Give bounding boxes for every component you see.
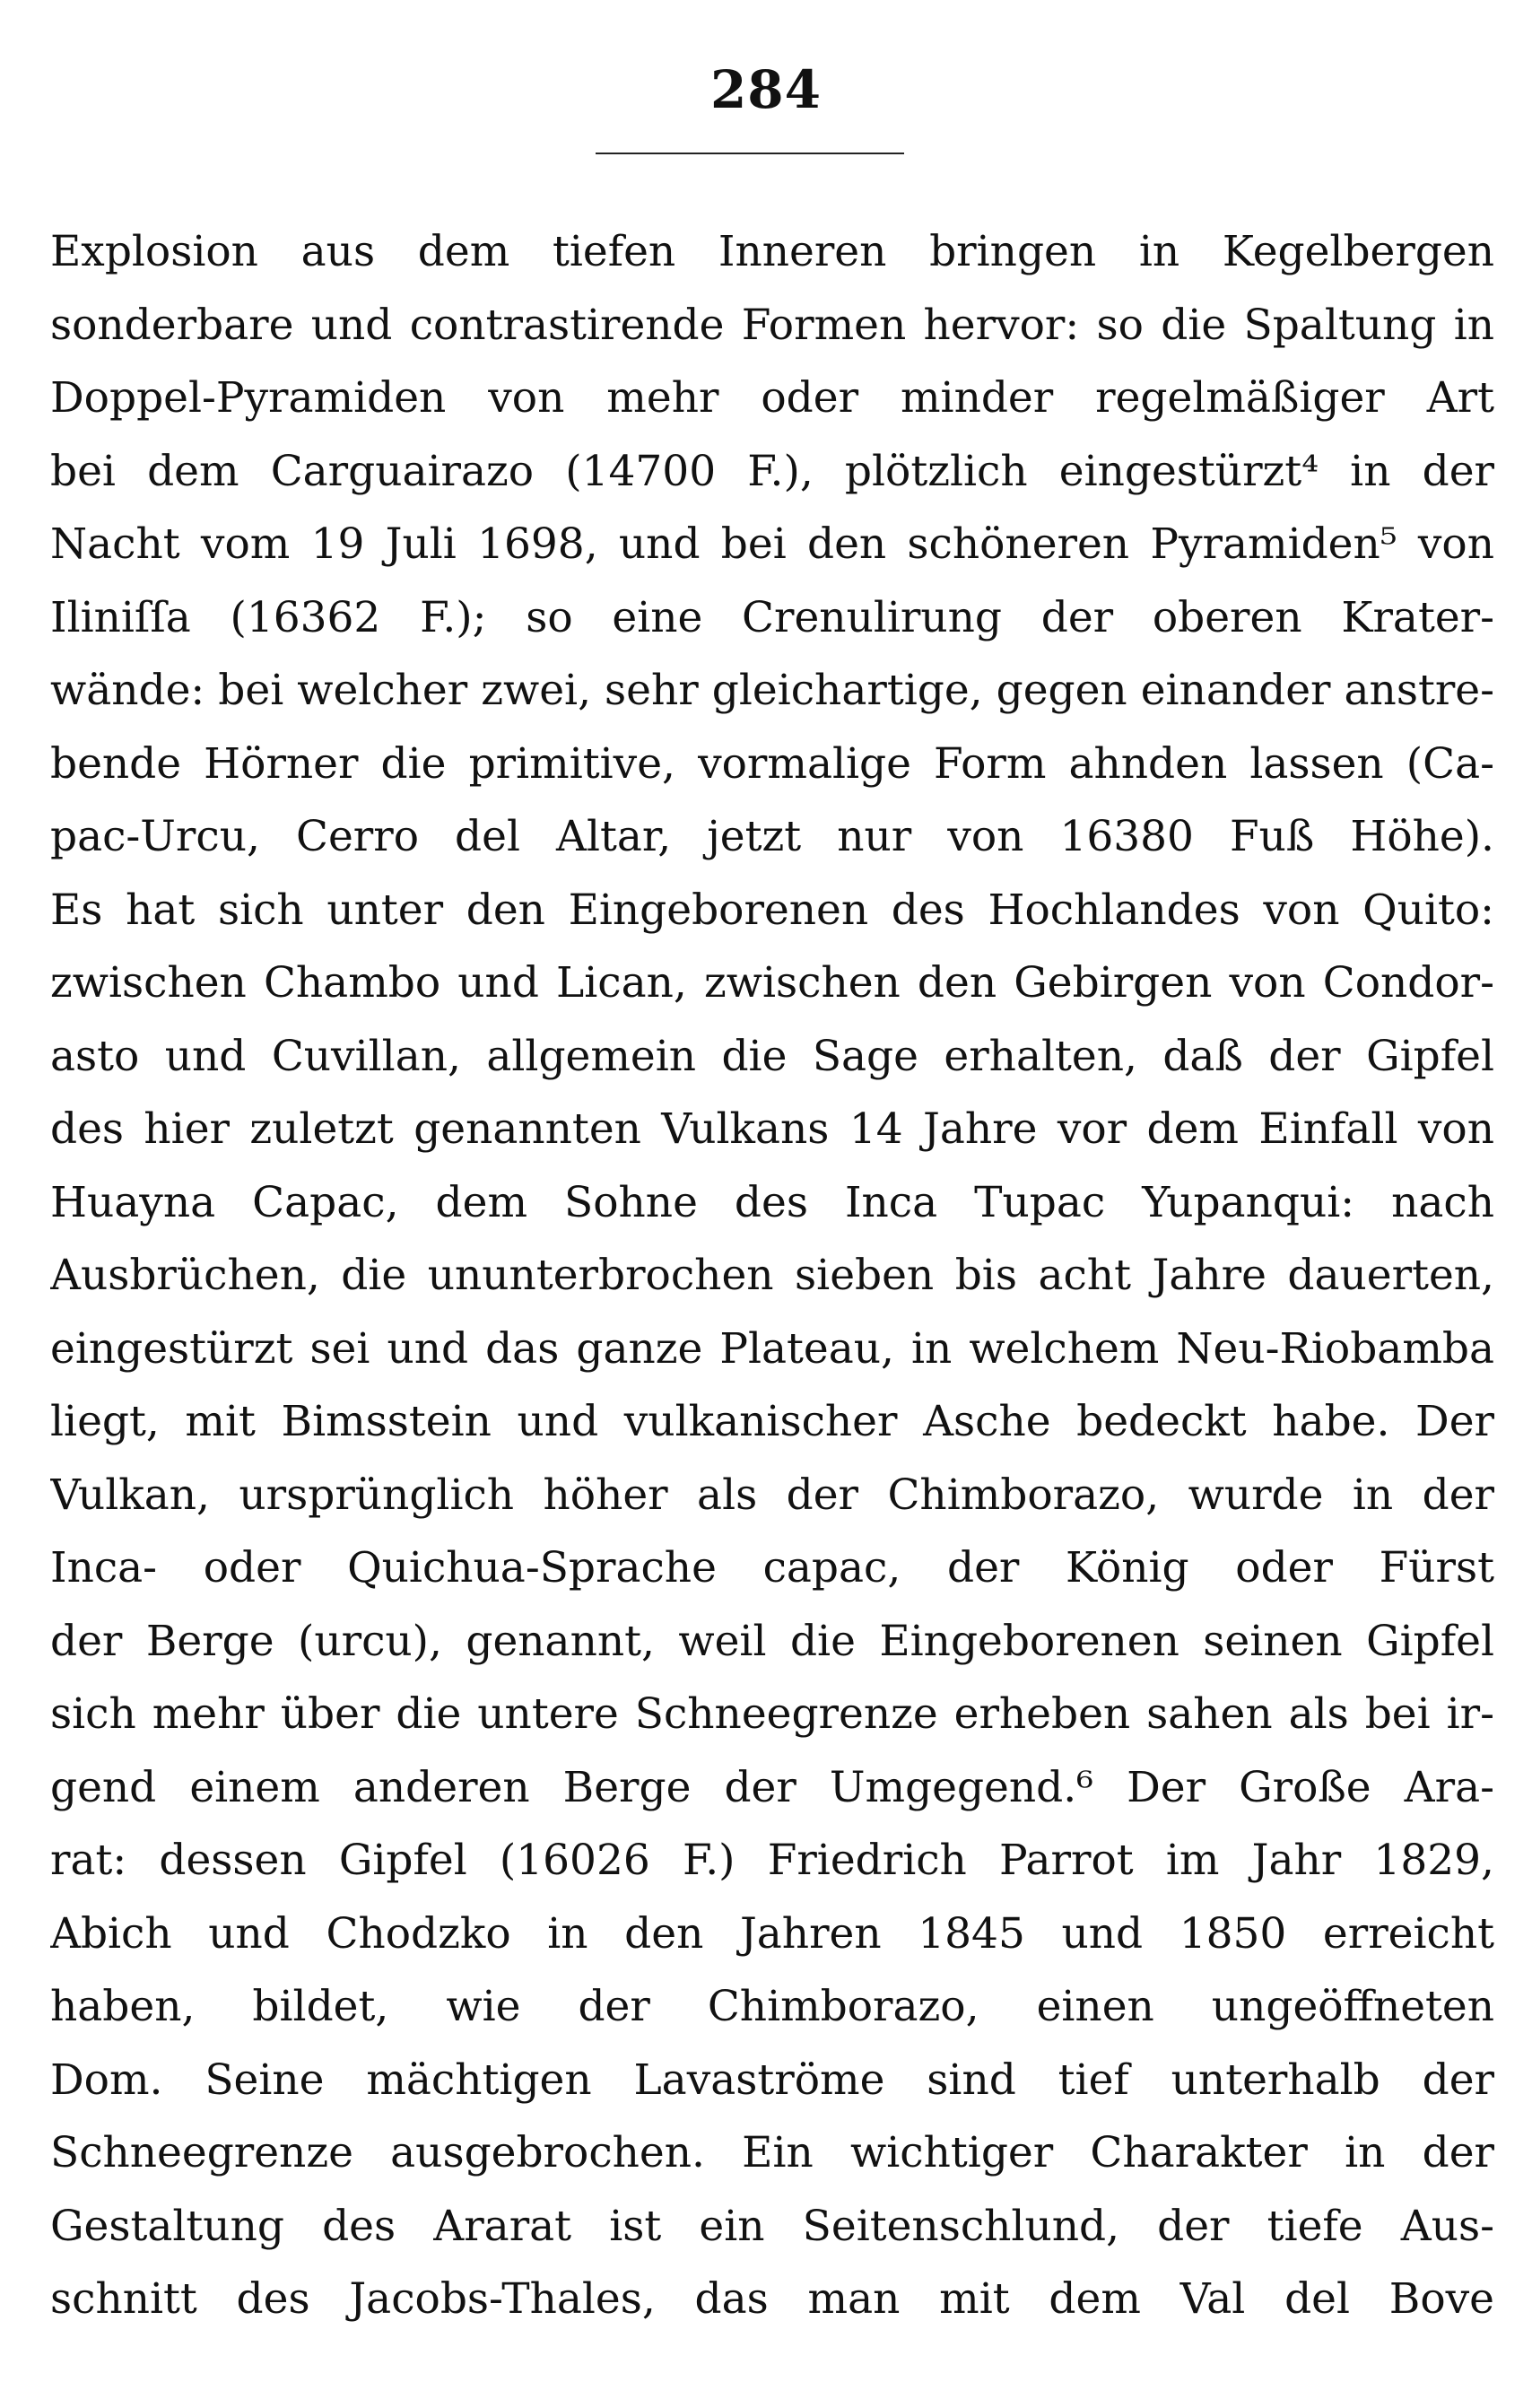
text-line: wände: bei welcher zwei, sehr gleichartige, gegen einander anstre- (50, 666, 1494, 715)
body-text (50, 215, 1494, 2336)
text-line: Inca- oder Quichua-Sprache capac, der König oder Fürst (50, 1543, 1494, 1592)
text-line: Nacht vom 19 Juli 1698, und bei den schöneren Pyramiden⁵ von (50, 519, 1494, 569)
text-line: Gestaltung des Ararat ist ein Seitenschlund, der tiefe Aus- (50, 2201, 1494, 2251)
text-line: schnitt des Jacobs-Thales, das man mit dem Val del Bove (50, 2274, 1494, 2324)
text-line: der Berge (urcu), genannt, weil die Eingeborenen seinen Gipfel (50, 1616, 1494, 1666)
text-line: eingestürzt sei und das ganze Plateau, in welchem Neu-Riobamba (50, 1323, 1494, 1374)
text-line: des hier zuletzt genannten Vulkans 14 Jahre vor dem Einfall von (50, 1104, 1494, 1154)
text-line: sonderbare und contrastirende Formen hervor: so die Spaltung in (50, 300, 1494, 350)
text-line: Dom. Seine mächtigen Lavaströme sind tief unterhalb der (50, 2055, 1494, 2105)
text-line: Explosion aus dem tiefen Inneren bringen in Kegelbergen (50, 227, 1494, 276)
text-line: sich mehr über die untere Schneegrenze erheben sahen als bei ir- (50, 1689, 1494, 1739)
text-line: bende Hörner die primitive, vormalige Form ahnden lassen (Ca- (50, 738, 1494, 789)
text-line: pac-Urcu, Cerro del Altar, jetzt nur von 16380 Fuß Höhe). (50, 812, 1494, 861)
header-rule (596, 153, 904, 154)
text-line: Abich und Chodzko in den Jahren 1845 und 1850 erreicht (50, 1908, 1494, 1959)
text-line: Huayna Capac, dem Sohne des Inca Tupac Yupanqui: nach (50, 1177, 1494, 1227)
text-line: liegt, mit Bimsstein und vulkanischer Asche bedeckt habe. Der (50, 1397, 1494, 1446)
text-line: Doppel-Pyramiden von mehr oder minder regelmäßiger Art (50, 373, 1494, 423)
text-line: Es hat sich unter den Eingeborenen des Hochlandes von Quito: (50, 885, 1494, 935)
text-line: Iliniſſa (16362 F.); so eine Crenulirung der oberen Krater- (50, 592, 1494, 642)
text-line: bei dem Carguairazo (14700 F.), plötzlich eingestürzt⁴ in der (50, 446, 1494, 496)
text-line: Ausbrüchen, die ununterbrochen sieben bis acht Jahre dauerten, (50, 1251, 1494, 1300)
text-line: zwischen Chambo und Lican, zwischen den Gebirgen von Condor- (50, 958, 1494, 1008)
text-line: gend einem anderen Berge der Umgegend.⁶ Der Große Ara- (50, 1762, 1494, 1812)
page-number: 284 (709, 59, 823, 120)
text-line: rat: dessen Gipfel (16026 F.) Friedrich Parrot im Jahr 1829, (50, 1836, 1494, 1885)
text-line: Vulkan, ursprünglich höher als der Chimborazo, wurde in der (50, 1470, 1494, 1520)
text-line: Schneegrenze ausgebrochen. Ein wichtiger Charakter in der (50, 2128, 1494, 2177)
text-line: asto und Cuvillan, allgemein die Sage erhalten, daß der Gipfel (50, 1031, 1494, 1081)
text-line: haben, bildet, wie der Chimborazo, einen ungeöffneten (50, 1982, 1494, 2031)
